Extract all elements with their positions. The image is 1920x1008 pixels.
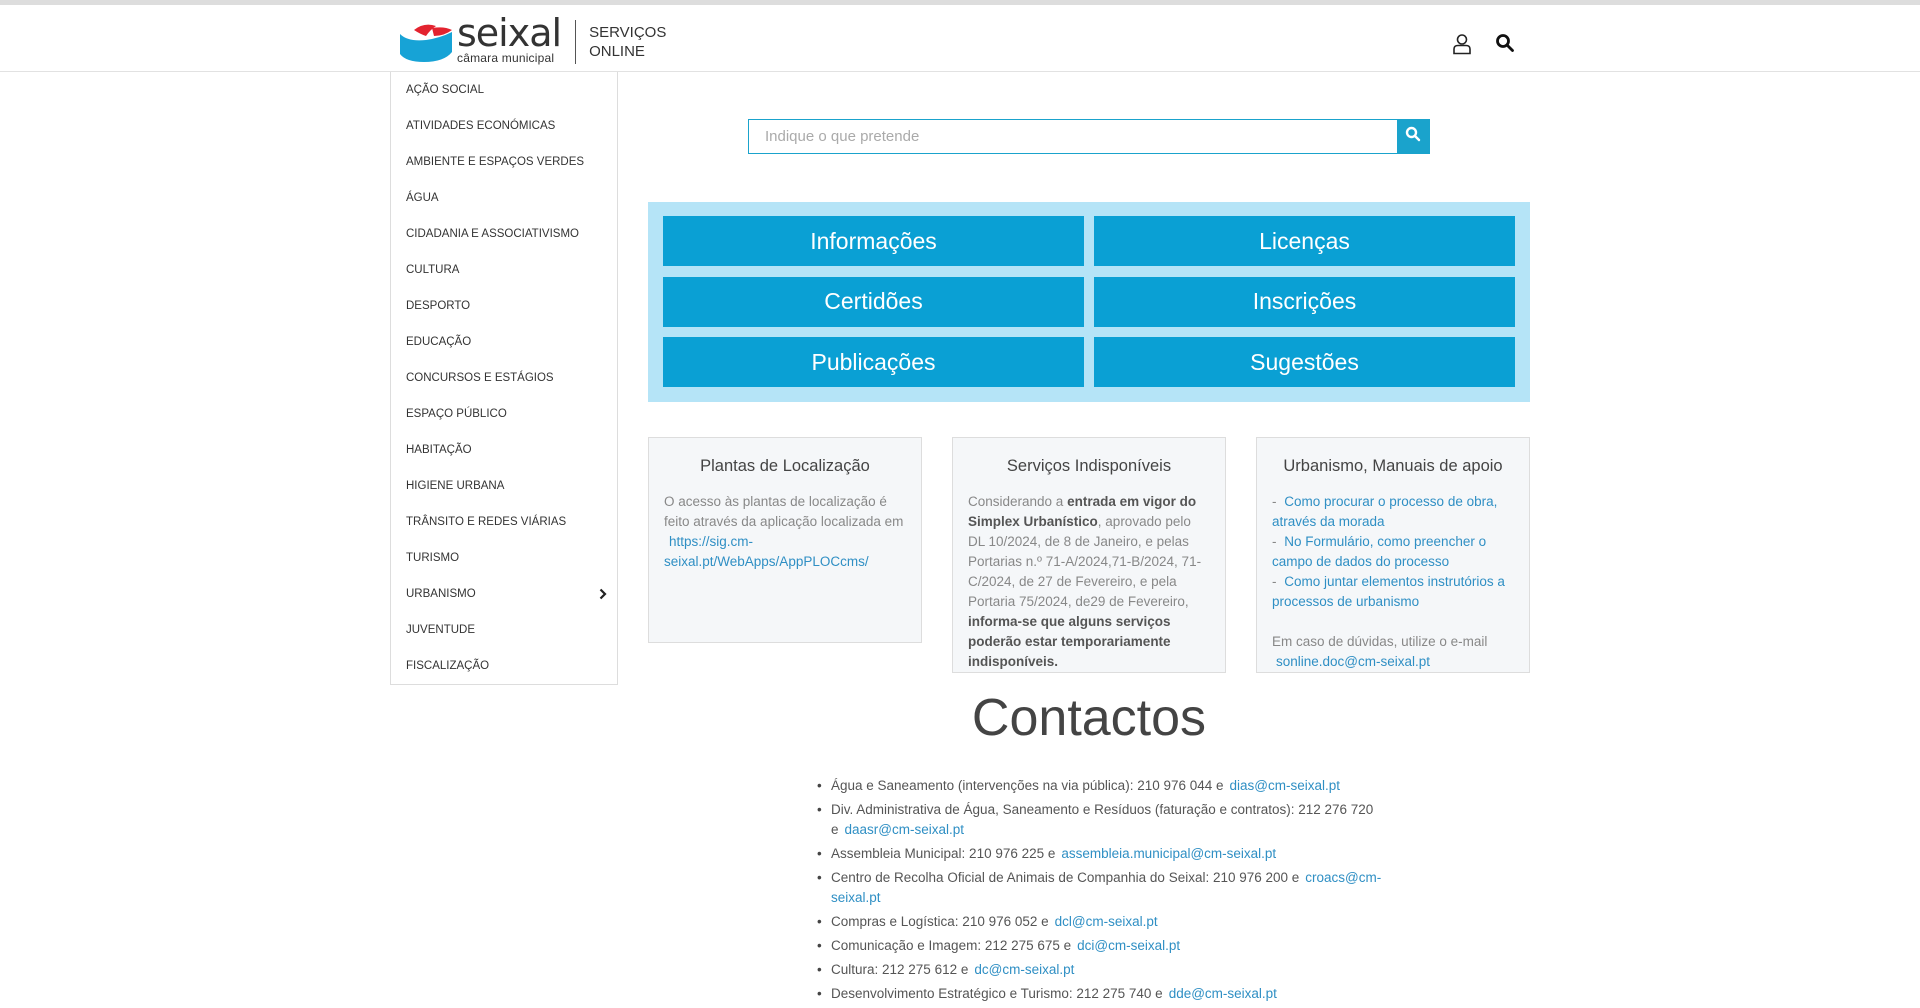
search-icon (1405, 126, 1421, 147)
sidebar-item-concursos[interactable] (391, 360, 617, 396)
card-urbanismo-manuais (1256, 437, 1530, 673)
sidebar-item-label: JUVENTUDE (406, 624, 476, 636)
sidebar-item-desporto[interactable] (391, 288, 617, 324)
contact-item (831, 912, 1391, 932)
manual-link-item: - Como procurar o processo de obra, através da morada (1272, 494, 1498, 529)
help-email-link[interactable]: sonline.doc@cm-seixal.pt (1276, 654, 1431, 669)
sidebar-item-label: EDUCAÇÃO (406, 336, 472, 348)
seixal-logo[interactable] (396, 11, 667, 65)
tagline-line-2: ONLINE (589, 43, 645, 60)
sidebar-item-label: URBANISMO (406, 588, 476, 600)
sidebar-item-transito[interactable] (391, 504, 617, 540)
card-text (968, 492, 1210, 672)
card-title: Plantas de Localização (700, 457, 870, 475)
sidebar-item-cultura[interactable] (391, 252, 617, 288)
sidebar-item-habitacao[interactable] (391, 432, 617, 468)
contact-email[interactable]: croacs@cm-seixal.pt (831, 870, 1382, 905)
search-input[interactable] (749, 120, 1397, 153)
contact-item (831, 844, 1391, 864)
contact-email[interactable]: dci@cm-seixal.pt (1077, 938, 1181, 953)
main-search (748, 119, 1430, 154)
sidebar-item-turismo[interactable] (391, 540, 617, 576)
tile-inscricoes[interactable]: Inscrições (1094, 277, 1515, 327)
sidebar-item-label: FISCALIZAÇÃO (406, 660, 490, 672)
sidebar-item-cidadania[interactable] (391, 216, 617, 252)
card-title: Serviços Indisponíveis (1006, 457, 1172, 475)
sidebar-item-label: TURISMO (406, 552, 460, 564)
sidebar-item-higiene-urbana[interactable] (391, 468, 617, 504)
sidebar-item-label: AMBIENTE E ESPAÇOS VERDES (406, 156, 585, 168)
category-sidebar (390, 72, 618, 685)
contact-email[interactable]: daasr@cm-seixal.pt (844, 822, 965, 837)
logo-divider (575, 20, 576, 64)
sidebar-item-label: ESPAÇO PÚBLICO (406, 408, 507, 420)
card-title: Urbanismo, Manuais de apoio (1283, 457, 1503, 475)
sidebar-item-label: CULTURA (406, 264, 460, 276)
plantas-link[interactable]: https://sig.cm-seixal.pt/WebApps/AppPLOCcms/ (664, 534, 869, 569)
sidebar-item-fiscalizacao[interactable] (391, 648, 617, 684)
contact-text: Centro de Recolha Oficial de Animais de Companhia do Seixal: 210 976 200 e (831, 870, 1300, 885)
brand-subtitle: câmara municipal (457, 51, 555, 65)
chevron-right-icon (599, 588, 607, 603)
tile-certidoes[interactable]: Certidões (663, 277, 1084, 327)
contact-text: Cultura: 212 275 612 e (831, 962, 969, 977)
user-icon[interactable] (1452, 33, 1472, 60)
tile-licencas[interactable]: Licenças (1094, 216, 1515, 266)
contact-text: Desenvolvimento Estratégico e Turismo: 212 275 740 e (831, 986, 1163, 1001)
contact-item (831, 800, 1391, 840)
service-tiles (648, 202, 1530, 402)
contact-item (831, 868, 1391, 908)
sidebar-item-label: CONCURSOS E ESTÁGIOS (406, 372, 554, 384)
contact-email[interactable]: assembleia.municipal@cm-seixal.pt (1061, 846, 1277, 861)
contact-text: Assembleia Municipal: 210 976 225 e (831, 846, 1056, 861)
sidebar-item-label: DESPORTO (406, 300, 471, 312)
sidebar-item-label: CIDADANIA E ASSOCIATIVISMO (406, 228, 579, 240)
contact-email[interactable]: dcl@cm-seixal.pt (1054, 914, 1158, 929)
brand-name: seixal (457, 11, 562, 55)
contact-text: Água e Saneamento (intervenções na via pública): 210 976 044 e (831, 778, 1224, 793)
seixal-logo-mark-icon (396, 20, 454, 64)
help-text (1272, 632, 1514, 672)
tile-publicacoes[interactable]: Publicações (663, 337, 1084, 387)
card-plantas-localizacao (648, 437, 922, 643)
card-text-1: Considerando a (968, 494, 1068, 509)
manual-link-item: - Como juntar elementos instrutórios a processos de urbanismo (1272, 574, 1505, 609)
search-icon[interactable] (1495, 33, 1515, 58)
sidebar-item-label: HIGIENE URBANA (406, 480, 505, 492)
manual-link[interactable]: Como procurar o processo de obra, através da morada (1272, 494, 1498, 529)
sidebar-item-label: HABITAÇÃO (406, 444, 472, 456)
contact-item (831, 960, 1391, 980)
sidebar-item-atividades-economicas[interactable] (391, 108, 617, 144)
card-bold-2: informa-se que alguns serviços poderão estar temporariamente indisponíveis. (968, 614, 1171, 669)
sidebar-item-agua[interactable] (391, 180, 617, 216)
sidebar-item-ambiente[interactable] (391, 144, 617, 180)
sidebar-item-acao-social[interactable] (391, 72, 617, 108)
help-label: Em caso de dúvidas, utilize o e-mail (1272, 634, 1488, 649)
contact-item (831, 936, 1391, 956)
site-tagline (589, 23, 666, 61)
tagline-line-1: SERVIÇOS (589, 24, 667, 41)
contact-text: Comunicação e Imagem: 212 275 675 e (831, 938, 1072, 953)
contact-email[interactable]: dc@cm-seixal.pt (974, 962, 1075, 977)
card-text-2: , aprovado pelo DL 10/2024, de 8 de Janeiro, e pelas Portarias n.º 71-A/2024,71-B/2024, 71-C/2024, de 27 de Fevereiro, e pela Portaria 75/2024, de29 de Fevereiro, (968, 514, 1202, 609)
card-body: O acesso às plantas de localização é feito através da aplicação localizada em (664, 494, 904, 529)
sidebar-item-label: AÇÃO SOCIAL (406, 84, 484, 96)
card-bold-1: entrada em vigor do Simplex Urbanístico (968, 494, 1197, 529)
sidebar-item-educacao[interactable] (391, 324, 617, 360)
sidebar-item-juventude[interactable] (391, 612, 617, 648)
sidebar-item-label: ÁGUA (406, 192, 439, 204)
contact-item (831, 984, 1391, 1004)
contact-email[interactable]: dde@cm-seixal.pt (1168, 986, 1277, 1001)
card-text (664, 492, 906, 572)
search-button[interactable] (1397, 120, 1429, 153)
tile-informacoes[interactable]: Informações (663, 216, 1084, 266)
manual-link[interactable]: No Formulário, como preencher o campo de dados do processo (1272, 534, 1487, 569)
contact-text: Div. Administrativa de Água, Saneamento e Resíduos (faturação e contratos): 212 276 720 e (831, 802, 1374, 837)
manual-link[interactable]: Como juntar elementos instrutórios a processos de urbanismo (1272, 574, 1505, 609)
contactos-heading: Contactos (971, 689, 1207, 747)
manual-link-item: - No Formulário, como preencher o campo de dados do processo (1272, 534, 1487, 569)
sidebar-item-urbanismo[interactable] (391, 576, 617, 612)
contact-email[interactable]: dias@cm-seixal.pt (1229, 778, 1341, 793)
tile-sugestoes[interactable]: Sugestões (1094, 337, 1515, 387)
contact-text: Compras e Logística: 210 976 052 e (831, 914, 1049, 929)
sidebar-item-label: ATIVIDADES ECONÓMICAS (406, 120, 556, 132)
contacts-list (831, 776, 1391, 1008)
contact-item (831, 776, 1391, 796)
sidebar-item-label: TRÂNSITO E REDES VIÁRIAS (406, 516, 567, 528)
card-servicos-indisponiveis (952, 437, 1226, 673)
site-header (0, 5, 1920, 72)
sidebar-item-espaco-publico[interactable] (391, 396, 617, 432)
